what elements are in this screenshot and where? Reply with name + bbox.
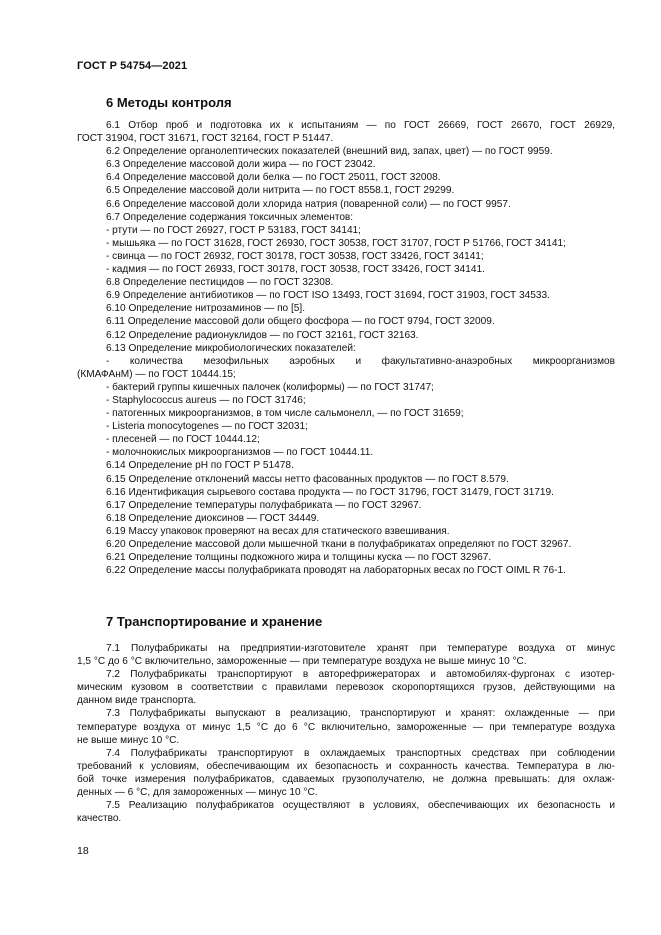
section6-line: - мышьяка — по ГОСТ 31628, ГОСТ 26930, ГОСТ 30538, ГОСТ 31707, ГОСТ Р 51766, ГОСТ 34141; [106, 237, 566, 249]
section6-line: - свинца — по ГОСТ 26932, ГОСТ 30178, ГОСТ 30538, ГОСТ 33426, ГОСТ 34141; [106, 250, 484, 262]
section7-line: 7.4 Полуфабрикаты транспортируют в охлаждаемых транспортных средствах при соблюдении [106, 747, 615, 759]
section7-line: температуре воздуха от минус 1,5 °С до 6 °С включительно, замороженные — при температуре воздуха [77, 721, 615, 733]
section6-line: 6.4 Определение массовой доли белка — по ГОСТ 25011, ГОСТ 32008. [106, 172, 441, 184]
section7-line: денных — 6 °С, для замороженных — минус 10 °С. [77, 787, 318, 799]
section6-line: 6.6 Определение массовой доли хлорида натрия (поваренной соли) — по ГОСТ 9957. [106, 198, 511, 210]
section7-line: данном виде транспорта. [77, 695, 197, 707]
section6-line: ГОСТ 31904, ГОСТ 31671, ГОСТ 32164, ГОСТ Р 51447. [77, 133, 334, 145]
document-header: ГОСТ Р 54754—2021 [77, 60, 188, 72]
section7-line: не выше минус 10 °С. [77, 734, 180, 746]
section6-line: - бактерий группы кишечных палочек (колиформы) — по ГОСТ 31747; [106, 381, 434, 393]
section-6-body [77, 119, 615, 577]
section6-line: - патогенных микроорганизмов, в том числе сальмонелл, — по ГОСТ 31659; [106, 408, 464, 420]
section6-line: - количества мезофильных аэробных и факультативно-анаэробных микроорганизмов [106, 355, 615, 367]
section6-line: 6.20 Определение массовой доли мышечной ткани в полуфабрикатах определяют по ГОСТ 32967. [106, 539, 572, 550]
page-number: 18 [77, 845, 89, 857]
section6-line: 6.21 Определение толщины подкожного жира и толщины куска — по ГОСТ 32967. [106, 552, 492, 564]
section7-line: 7.2 Полуфабрикаты транспортируют в авторефрижераторах и автомобилях-фургонах с изотер- [106, 669, 615, 681]
section-7-title: 7 Транспортирование и хранение [106, 614, 323, 629]
section6-line: 6.1 Отбор проб и подготовка их к испытаниям — по ГОСТ 26669, ГОСТ 26670, ГОСТ 26929, [106, 120, 615, 131]
section6-line: 6.8 Определение пестицидов — по ГОСТ 32308. [106, 277, 334, 289]
section6-line: 6.2 Определение органолептических показателей (внешний вид, запах, цвет) — по ГОСТ 9959. [106, 146, 553, 158]
section6-line: 6.17 Определение температуры полуфабриката — по ГОСТ 32967. [106, 499, 422, 511]
section6-line: - кадмия — по ГОСТ 26933, ГОСТ 30178, ГОСТ 30538, ГОСТ 33426, ГОСТ 34141. [106, 264, 485, 276]
section6-line: (КМАФАнМ) — по ГОСТ 10444.15; [77, 368, 236, 380]
section6-line: 6.22 Определение массы полуфабриката проводят на лабораторных весах по ГОСТ OIML R 76-1. [106, 565, 566, 577]
section6-line: 6.7 Определение содержания токсичных элементов: [106, 211, 354, 223]
section6-line: - плесеней — по ГОСТ 10444.12; [106, 434, 260, 446]
section6-line: 6.19 Массу упаковок проверяют на весах для статического взвешивания. [106, 525, 450, 537]
section7-line: 7.1 Полуфабрикаты на предприятии-изготовителе хранят при температуре воздуха от минус [106, 643, 615, 654]
section6-line: 6.13 Определение микробиологических показателей: [106, 342, 356, 354]
section-6-title: 6 Методы контроля [106, 95, 232, 110]
section-7-body [77, 642, 615, 825]
section7-line: мическим кузовом в соответствии с правилами перевозок скоропортящихся грузов, действующими на [77, 682, 615, 694]
section7-line: 7.5 Реализацию полуфабрикатов осуществляют в условиях, обеспечивающих их безопасность и [106, 800, 615, 812]
section7-line: требований к условиям, обеспечивающим их безопасность и сохранность качества. Температура в лю- [77, 760, 615, 772]
section6-line: 6.14 Определение рН по ГОСТ Р 51478. [106, 460, 294, 472]
section6-line: 6.11 Определение массовой доли общего фосфора — по ГОСТ 9794, ГОСТ 32009. [106, 316, 495, 328]
section6-line: - ртути — по ГОСТ 26927, ГОСТ Р 53183, ГОСТ 34141; [106, 224, 361, 236]
section7-line: 1,5 °С до 6 °С включительно, замороженные — при температуре воздуха не выше минус 10 °С. [77, 656, 527, 668]
section6-line: 6.5 Определение массовой доли нитрита — по ГОСТ 8558.1, ГОСТ 29299. [106, 185, 455, 197]
section7-line: качество. [77, 813, 122, 825]
section6-line: - Listeria monocytogenes — по ГОСТ 32031; [106, 421, 308, 433]
section6-line: 6.18 Определение диоксинов — ГОСТ 34449. [106, 512, 320, 524]
section6-line: 6.16 Идентификация сырьевого состава продукта — по ГОСТ 31796, ГОСТ 31479, ГОСТ 31719. [106, 486, 554, 498]
section6-line: 6.10 Определение нитрозаминов — по [5]. [106, 303, 306, 315]
section6-line: - Staphylococcus aureus — по ГОСТ 31746; [106, 394, 306, 406]
section7-line: 7.3 Полуфабрикаты выпускают в реализацию, транспортируют и хранят: охлажденные — при [106, 708, 615, 720]
section6-line: 6.3 Определение массовой доли жира — по ГОСТ 23042. [106, 159, 376, 171]
section6-line: 6.12 Определение радионуклидов — по ГОСТ 32161, ГОСТ 32163. [106, 329, 419, 341]
section6-line: 6.9 Определение антибиотиков — по ГОСТ ISO 13493, ГОСТ 31694, ГОСТ 31903, ГОСТ 34533. [106, 290, 550, 302]
section6-line: - молочнокислых микроорганизмов — по ГОСТ 10444.11. [106, 447, 374, 459]
section6-line: 6.15 Определение отклонений массы нетто фасованных продуктов — по ГОСТ 8.579. [106, 473, 509, 485]
section7-line: бой точке измерения полуфабрикатов, сдаваемых грузополучателю, не должна превышать: для охлаж- [77, 773, 615, 785]
